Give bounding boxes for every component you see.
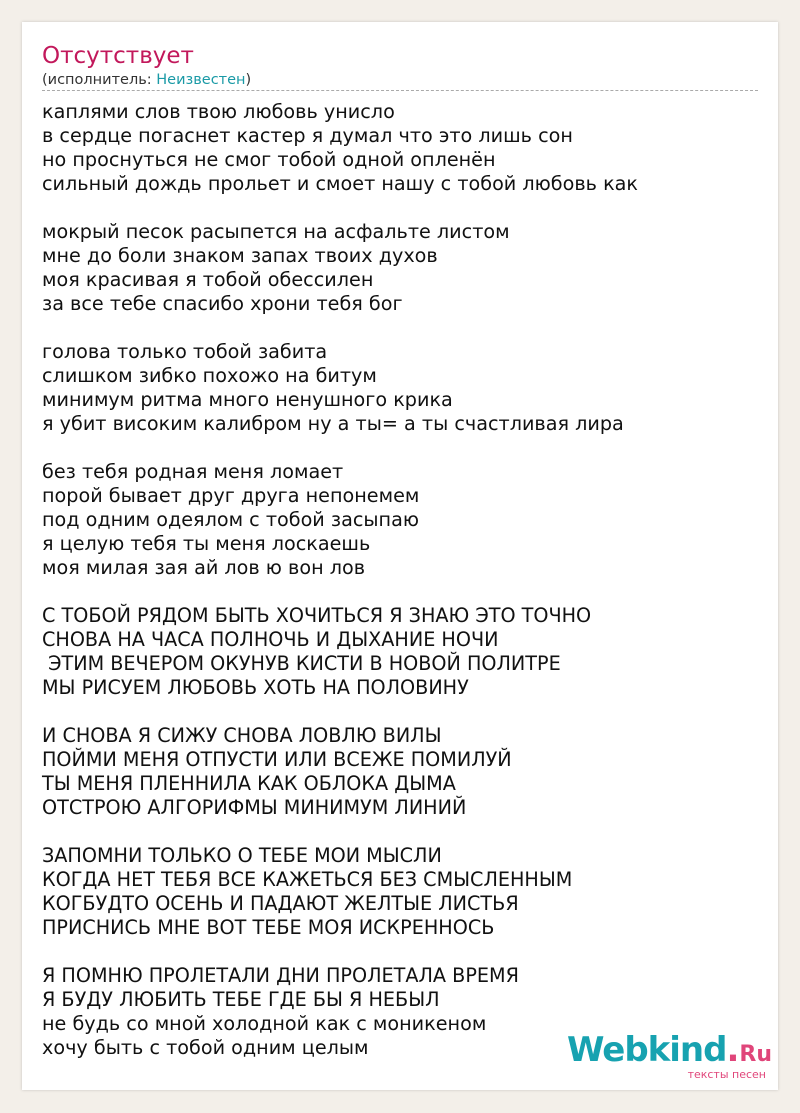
lyric-line: Я БУДУ ЛЮБИТЬ ТЕБЕ ГДЕ БЫ Я НЕБЫЛ xyxy=(42,988,440,1011)
lyric-line: И СНОВА Я СИЖУ СНОВА ЛОВЛЮ ВИЛЫ xyxy=(42,724,442,747)
artist-link[interactable]: Неизвестен xyxy=(156,72,246,88)
lyric-line: каплями слов твою любовь унисло xyxy=(42,100,395,123)
stanza-break xyxy=(42,700,772,724)
lyric-line: за все тебе спасибо хрони тебя бог xyxy=(42,292,403,315)
stanza-break xyxy=(42,196,772,220)
logo-tld: Ru xyxy=(739,1042,772,1067)
song-title: Отсутствует xyxy=(42,43,194,69)
lyric-line: МЫ РИСУЕМ ЛЮБОВЬ ХОТЬ НА ПОЛОВИНУ xyxy=(42,676,469,699)
stanza-break xyxy=(42,580,772,604)
lyric-line: я убит високим калибром ну а ты= а ты счастливая лира xyxy=(42,412,624,435)
lyric-line: под одним одеялом с тобой засыпаю xyxy=(42,508,419,531)
lyric-line: но проснуться не смог тобой одной опленён xyxy=(42,148,496,171)
lyric-line: в сердце погаснет кастер я думал что это лишь сон xyxy=(42,124,573,147)
lyric-line: слишком зибко похожо на битум xyxy=(42,364,377,387)
lyric-line: сильный дождь прольет и смоет нашу с тобой любовь как xyxy=(42,172,639,195)
lyrics-text xyxy=(42,100,772,1060)
lyric-line: СНОВА НА ЧАСА ПОЛНОЧЬ И ДЫХАНИЕ НОЧИ xyxy=(42,628,499,651)
lyric-line: без тебя родная меня ломает xyxy=(42,460,344,483)
lyric-line: ОТСТРОЮ АЛГОРИФМЫ МИНИМУМ ЛИНИЙ xyxy=(42,796,467,819)
stanza-break xyxy=(42,316,772,340)
lyric-line: КОГДА НЕТ ТЕБЯ ВСЕ КАЖЕТЬСЯ БЕЗ СМЫСЛЕННЫМ xyxy=(42,868,573,891)
lyric-line: голова только тобой забита xyxy=(42,340,328,363)
lyric-line: КОГБУДТО ОСЕНЬ И ПАДАЮТ ЖЕЛТЫЕ ЛИСТЬЯ xyxy=(42,892,519,915)
lyric-line: ПОЙМИ МЕНЯ ОТПУСТИ ИЛИ ВСЕЖЕ ПОМИЛУЙ xyxy=(42,748,512,771)
stanza-break xyxy=(42,940,772,964)
lyric-line: порой бывает друг друга непонемем xyxy=(42,484,420,507)
lyric-line: С ТОБОЙ РЯДОМ БЫТЬ ХОЧИТЬСЯ Я ЗНАЮ ЭТО ТОЧНО xyxy=(42,604,592,627)
stanza-break xyxy=(42,436,772,460)
lyric-line: ЭТИМ ВЕЧЕРОМ ОКУНУВ КИСТИ В НОВОЙ ПОЛИТРЕ xyxy=(42,652,561,675)
lyric-line: моя милая зая ай лов ю вон лов xyxy=(42,556,366,579)
artist-line xyxy=(42,71,251,89)
lyric-line: не будь со мной холодной как с моникеном xyxy=(42,1012,487,1035)
lyric-line: мокрый песок расыпется на асфальте листом xyxy=(42,220,510,243)
lyrics-card xyxy=(22,22,778,1090)
lyric-line: минимум ритма много ненушного крика xyxy=(42,388,453,411)
logo-dot: . xyxy=(726,1030,740,1070)
lyric-line: мне до боли знаком запах твоих духов xyxy=(42,244,438,267)
title-divider xyxy=(42,90,758,91)
lyric-line: Я ПОМНЮ ПРОЛЕТАЛИ ДНИ ПРОЛЕТАЛА ВРЕМЯ xyxy=(42,964,519,987)
webkind-logo[interactable] xyxy=(566,1030,772,1081)
artist-suffix: ) xyxy=(245,72,252,88)
stanza-break xyxy=(42,820,772,844)
lyric-line: ПРИСНИСЬ МНЕ ВОТ ТЕБЕ МОЯ ИСКРЕННОСЬ xyxy=(42,916,495,939)
lyric-line: я целую тебя ты меня лоскаешь xyxy=(42,532,371,555)
lyric-line: хочу быть с тобой одним целым xyxy=(42,1036,369,1059)
lyric-line: моя красивая я тобой обессилен xyxy=(42,268,374,291)
lyric-line: ТЫ МЕНЯ ПЛЕННИЛА КАК ОБЛОКА ДЫМА xyxy=(42,772,456,795)
logo-tagline: тексты песен xyxy=(687,1068,766,1081)
artist-prefix: (исполнитель: xyxy=(42,72,157,88)
logo-main-text: Webkind xyxy=(566,1030,727,1070)
lyric-line: ЗАПОМНИ ТОЛЬКО О ТЕБЕ МОИ МЫСЛИ xyxy=(42,844,442,867)
